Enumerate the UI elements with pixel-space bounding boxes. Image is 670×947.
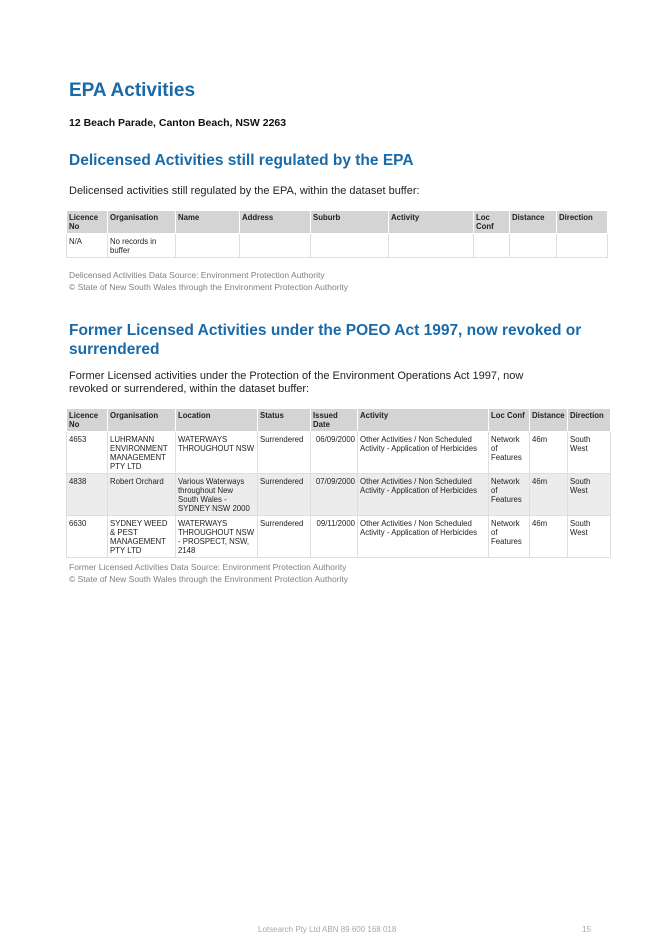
cell-activity: Other Activities / Non Scheduled Activity - Application of Herbicides — [358, 432, 489, 474]
delicensed-source — [69, 269, 589, 293]
column-header: Direction — [568, 409, 611, 432]
cell-loc-conf — [474, 234, 510, 258]
cell-distance — [510, 234, 557, 258]
column-header: Status — [258, 409, 311, 432]
cell-distance: 46m — [530, 516, 568, 558]
column-header: Name — [176, 211, 240, 234]
table-row — [67, 234, 608, 258]
column-header: Distance — [530, 409, 568, 432]
site-address: 12 Beach Parade, Canton Beach, NSW 2263 — [69, 117, 287, 129]
cell-direction: South West — [568, 432, 611, 474]
cell-activity: Other Activities / Non Scheduled Activity - Application of Herbicides — [358, 516, 489, 558]
cell-organisation: Robert Orchard — [108, 474, 176, 516]
footer-company: Lotsearch Pty Ltd ABN 89 600 168 018 — [258, 925, 397, 934]
cell-location: WATERWAYS THROUGHOUT NSW — [176, 432, 258, 474]
former-heading: Former Licensed Activities under the POEO Act 1997, now revoked or surrendered — [69, 322, 582, 358]
former-source — [69, 561, 589, 585]
cell-distance: 46m — [530, 432, 568, 474]
cell-organisation: No records in buffer — [108, 234, 176, 258]
table-header-row — [67, 409, 611, 432]
cell-issued-date: 06/09/2000 — [311, 432, 358, 474]
cell-issued-date: 09/11/2000 — [311, 516, 358, 558]
cell-activity — [389, 234, 474, 258]
cell-licence-no: N/A — [67, 234, 108, 258]
column-header: Suburb — [311, 211, 389, 234]
column-header: Direction — [557, 211, 608, 234]
column-header: Loc Conf — [489, 409, 530, 432]
cell-name — [176, 234, 240, 258]
delicensed-table — [66, 210, 608, 258]
cell-suburb — [311, 234, 389, 258]
table-row — [67, 474, 611, 516]
table-row — [67, 516, 611, 558]
cell-activity: Other Activities / Non Scheduled Activity - Application of Herbicides — [358, 474, 489, 516]
page-title: EPA Activities — [69, 80, 196, 101]
column-header: Activity — [389, 211, 474, 234]
cell-direction: South West — [568, 474, 611, 516]
cell-licence-no: 6630 — [67, 516, 108, 558]
column-header: Licence No — [67, 409, 108, 432]
cell-location: Various Waterways throughout New South Wales - SYDNEY NSW 2000 — [176, 474, 258, 516]
former-intro: Former Licensed activities under the Protection of the Environment Operations Act 1997, now revoked or surrendered, within the dataset buffer: — [69, 370, 524, 395]
cell-location: WATERWAYS THROUGHOUT NSW - PROSPECT, NSW, 2148 — [176, 516, 258, 558]
cell-organisation: LUHRMANN ENVIRONMENT MANAGEMENT PTY LTD — [108, 432, 176, 474]
cell-licence-no: 4838 — [67, 474, 108, 516]
column-header: Location — [176, 409, 258, 432]
cell-status: Surrendered — [258, 516, 311, 558]
column-header: Licence No — [67, 211, 108, 234]
source-line: Former Licensed Activities Data Source: Environment Protection Authority — [69, 562, 347, 572]
cell-organisation: SYDNEY WEED & PEST MANAGEMENT PTY LTD — [108, 516, 176, 558]
cell-loc-conf: Network of Features — [489, 516, 530, 558]
column-header: Address — [240, 211, 311, 234]
cell-address — [240, 234, 311, 258]
table-row — [67, 432, 611, 474]
source-line: Delicensed Activities Data Source: Environment Protection Authority — [69, 270, 325, 280]
column-header: Activity — [358, 409, 489, 432]
cell-loc-conf: Network of Features — [489, 474, 530, 516]
delicensed-intro: Delicensed activities still regulated by the EPA, within the dataset buffer: — [69, 185, 420, 197]
cell-distance: 46m — [530, 474, 568, 516]
cell-status: Surrendered — [258, 432, 311, 474]
former-table — [66, 408, 611, 558]
copyright-line: © State of New South Wales through the Environment Protection Authority — [69, 574, 349, 584]
column-header: Organisation — [108, 409, 176, 432]
cell-direction: South West — [568, 516, 611, 558]
column-header: Distance — [510, 211, 557, 234]
cell-issued-date: 07/09/2000 — [311, 474, 358, 516]
delicensed-heading: Delicensed Activities still regulated by the EPA — [69, 152, 414, 169]
column-header: Issued Date — [311, 409, 358, 432]
page-number: 15 — [582, 925, 591, 934]
table-header-row — [67, 211, 608, 234]
column-header: Organisation — [108, 211, 176, 234]
cell-direction — [557, 234, 608, 258]
copyright-line: © State of New South Wales through the Environment Protection Authority — [69, 282, 349, 292]
cell-status: Surrendered — [258, 474, 311, 516]
cell-licence-no: 4653 — [67, 432, 108, 474]
column-header: Loc Conf — [474, 211, 510, 234]
cell-loc-conf: Network of Features — [489, 432, 530, 474]
